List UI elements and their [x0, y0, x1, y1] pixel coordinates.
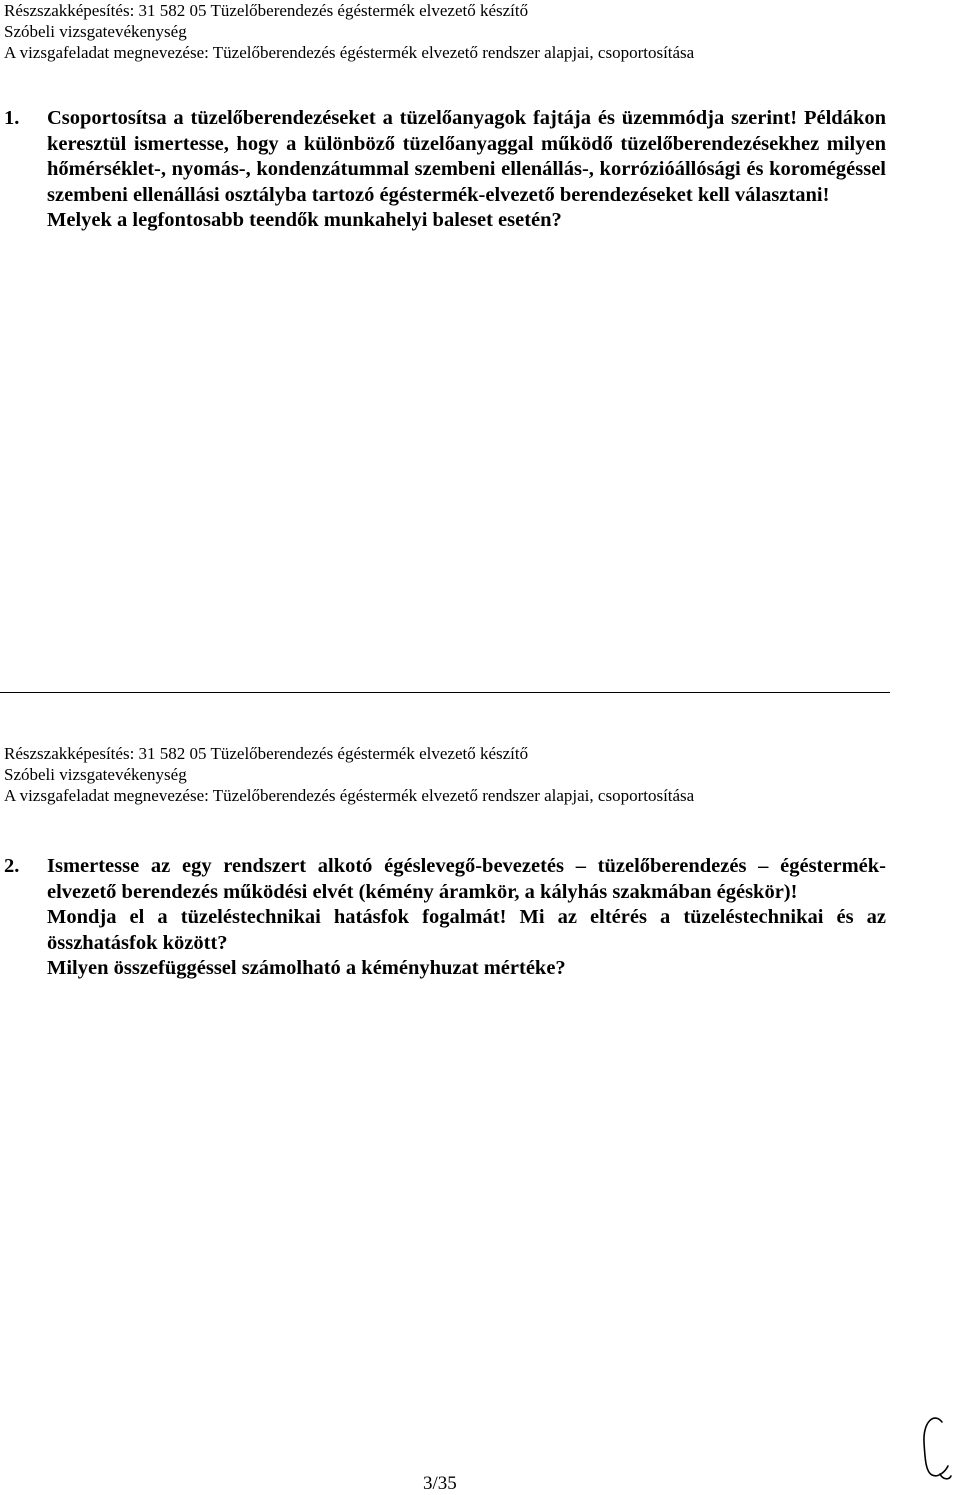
page-header-middle [0, 743, 960, 806]
section-divider [0, 692, 890, 693]
task-1 [4, 106, 886, 234]
handwritten-mark [918, 1410, 954, 1482]
task-paragraph: Mondja el a tüzeléstechnikai hatásfok fogalmát! Mi az eltérés a tüzeléstechnikai és az összhatásfok között? [47, 906, 886, 954]
header-task-name: A vizsgafeladat megnevezése: Tüzelőberendezés égéstermék elvezető rendszer alapjai, csoportosítása [4, 786, 695, 805]
task-body [4, 106, 886, 234]
task-paragraph: Ismertesse az egy rendszert alkotó égéslevegő-bevezetés – tüzelőberendezés – égéstermék-elvezető berendezés működési elvét (kémény áramkör, a kályhás szakmában égéskör)! [47, 855, 886, 903]
task-2 [4, 854, 886, 982]
task-paragraph: Melyek a legfontosabb teendők munkahelyi baleset esetén? [47, 209, 562, 231]
task-paragraph: Csoportosítsa a tüzelőberendezéseket a tüzelőanyagok fajtája és üzemmódja szerint! Példákon keresztül ismertesse, hogy a különböző tüzelőanyaggal működő tüzelőberendezésekhez milyen hőmérséklet-, nyomás-, kondenzátummal szembeni ellenállás-, korrózióállósági és koromégéssel szembeni ellenállási osztályba tartozó égéstermék-elvezető berendezéseket kell választani! [47, 107, 886, 206]
header-activity: Szóbeli vizsgatevékenység [4, 22, 187, 41]
task-number: 2. [4, 855, 20, 877]
header-qualification: Részszakképesítés: 31 582 05 Tüzelőberendezés égéstermék elvezető készítő [4, 744, 529, 763]
task-number: 1. [4, 107, 20, 129]
header-task-name: A vizsgafeladat megnevezése: Tüzelőberendezés égéstermék elvezető rendszer alapjai, csoportosítása [4, 43, 695, 62]
task-paragraph: Milyen összefüggéssel számolható a kéményhuzat mértéke? [47, 957, 566, 979]
header-qualification: Részszakképesítés: 31 582 05 Tüzelőberendezés égéstermék elvezető készítő [4, 1, 529, 20]
page-header-top [0, 0, 960, 63]
task-body [4, 854, 886, 982]
header-activity: Szóbeli vizsgatevékenység [4, 765, 187, 784]
page-number: 3/35 [423, 1473, 457, 1494]
